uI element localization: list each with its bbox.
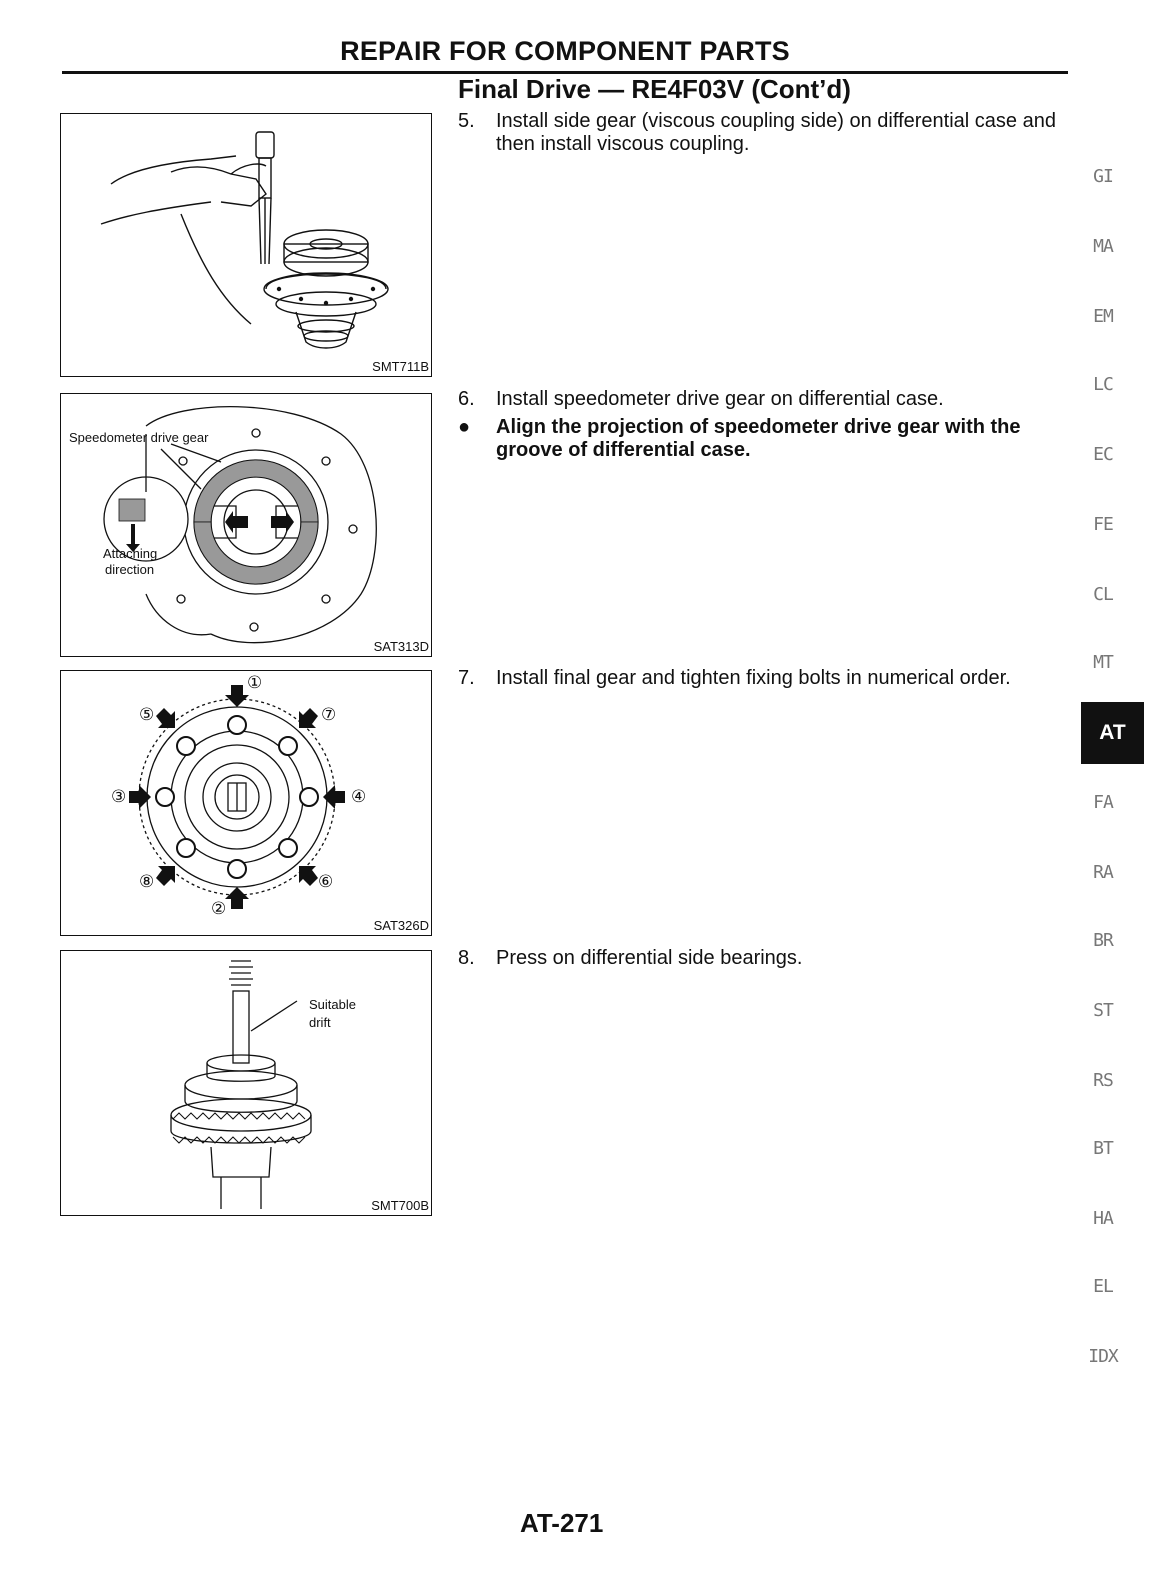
side-tab-cl[interactable]: CL xyxy=(1093,584,1113,605)
step-number: 5. xyxy=(458,110,475,132)
step-text: Install side gear (viscous coupling side) on differential case and then install viscous coupling. xyxy=(496,110,1056,155)
step-number: 7. xyxy=(458,667,475,689)
bolt-label-8: ⑧ xyxy=(139,872,155,891)
side-tab-ec[interactable]: EC xyxy=(1093,444,1113,465)
bolt-label-2: ② xyxy=(211,899,227,918)
side-tab-fe[interactable]: FE xyxy=(1093,514,1113,535)
figure-code: SAT313D xyxy=(373,639,429,654)
figure-smt711b xyxy=(60,113,432,377)
step-6 xyxy=(458,388,1078,411)
side-tab-br[interactable]: BR xyxy=(1093,930,1113,951)
label-drift: drift xyxy=(309,1015,331,1030)
figure-sat313d xyxy=(60,393,432,657)
step-5 xyxy=(458,110,1078,156)
step-6-note xyxy=(458,416,1078,462)
step-number: 6. xyxy=(458,388,475,410)
side-tab-gi[interactable]: GI xyxy=(1093,166,1113,187)
step-number: 8. xyxy=(458,947,475,969)
side-tab-at[interactable]: AT xyxy=(1081,702,1144,764)
side-tab-lc[interactable]: LC xyxy=(1093,374,1113,395)
side-tab-fa[interactable]: FA xyxy=(1093,792,1113,813)
step-7 xyxy=(458,667,1078,690)
figure-sat326d xyxy=(60,670,432,936)
side-tab-idx[interactable]: IDX xyxy=(1088,1346,1118,1367)
figure-code: SAT326D xyxy=(373,918,429,933)
bolt-label-6: ⑥ xyxy=(318,872,334,891)
bullet-icon: ● xyxy=(458,416,471,438)
bolt-label-4: ④ xyxy=(351,787,367,806)
label-attaching: Attaching xyxy=(103,546,158,561)
section-title: Final Drive — RE4F03V (Cont’d) xyxy=(458,74,851,104)
figure-code: SMT700B xyxy=(371,1198,429,1213)
side-tab-ra[interactable]: RA xyxy=(1093,862,1113,883)
side-tab-el[interactable]: EL xyxy=(1093,1276,1113,1297)
label-speedometer-drive-gear: Speedometer drive gear xyxy=(69,430,209,445)
step-text: Align the projection of speedometer drive gear with the groove of differential case. xyxy=(496,416,1021,461)
side-tab-em[interactable]: EM xyxy=(1093,306,1113,327)
side-tab-rs[interactable]: RS xyxy=(1093,1070,1113,1091)
label-direction: direction xyxy=(105,562,155,577)
side-tab-ha[interactable]: HA xyxy=(1093,1208,1113,1229)
side-tab-mt[interactable]: MT xyxy=(1093,652,1113,673)
label-suitable: Suitable xyxy=(309,997,356,1012)
illustration-side-gear-install xyxy=(61,114,431,376)
illustration-press-bearings xyxy=(61,951,431,1215)
figure-smt700b xyxy=(60,950,432,1216)
figure-code: SMT711B xyxy=(372,359,429,374)
bolt-label-3: ③ xyxy=(111,787,127,806)
header-title: REPAIR FOR COMPONENT PARTS xyxy=(340,36,790,66)
step-text: Press on differential side bearings. xyxy=(496,947,803,969)
side-tab-bt[interactable]: BT xyxy=(1093,1138,1113,1159)
bolt-label-5: ⑤ xyxy=(139,705,155,724)
bolt-label-1: ① xyxy=(247,673,263,692)
bolt-label-7: ⑦ xyxy=(321,705,337,724)
side-tab-ma[interactable]: MA xyxy=(1093,236,1113,257)
side-tab-st[interactable]: ST xyxy=(1093,1000,1113,1021)
step-text: Install final gear and tighten fixing bolts in numerical order. xyxy=(496,667,1011,689)
step-text: Install speedometer drive gear on differential case. xyxy=(496,388,944,410)
page-number: AT-271 xyxy=(520,1508,604,1538)
step-8 xyxy=(458,947,1078,970)
